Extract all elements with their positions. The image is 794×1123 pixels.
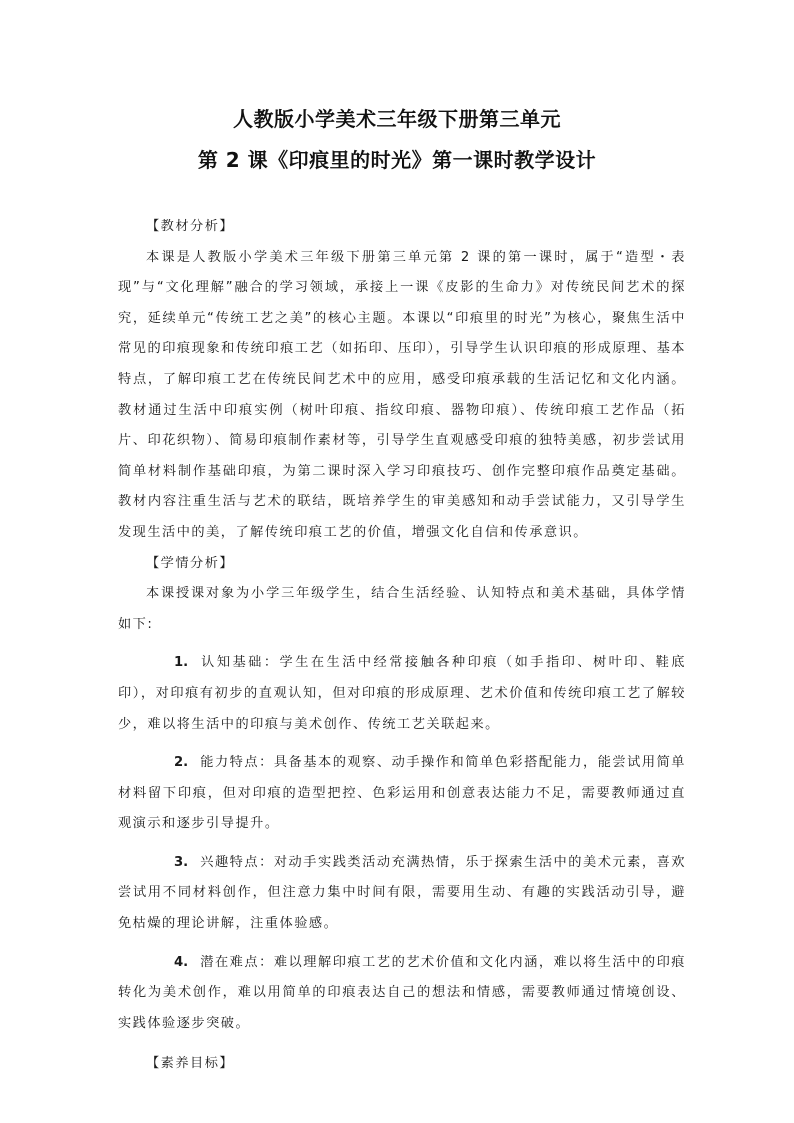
item-number: 2. [174,755,189,771]
item-text: 兴趣特点：对动手实践类活动充满热情，乐于探索生活中的美术元素，喜欢尝试用不同材料创作，但注意力集中时间有限，需要用生动、有趣的实践活动引导，避免枯燥的理论讲解，注重体验感。 [118,854,686,932]
item-number: 3. [174,854,189,870]
item-text: 能力特点：具备基本的观察、动手操作和简单色彩搭配能力，能尝试用简单材料留下印痕，但对印痕的造型把控、色彩运用和创意表达能力不足，需要教师通过直观演示和逐步引导提升。 [118,755,686,832]
document-body [118,212,686,1080]
student-analysis-item-1 [118,648,686,740]
document-title-line2: 第 2 课《印痕里的时光》第一课时教学设计 [197,148,597,172]
section-heading-student-analysis: 【学情分析】 [146,555,235,571]
document-title-line1: 人教版小学美术三年级下册第三单元 [233,107,561,131]
student-analysis-item-2 [118,748,686,840]
student-analysis-intro: 本课授课对象为小学三年级学生，结合生活经验、认知特点和美术基础，具体学情如下: [118,586,686,632]
student-analysis-item-3 [118,848,686,940]
student-analysis-item-4 [118,948,686,1040]
item-number: 1. [174,655,189,671]
section-heading-textbook-analysis: 【教材分析】 [146,219,235,234]
item-text: 潜在难点：难以理解印痕工艺的艺术价值和文化内涵，难以将生活中的印痕转化为美术创作，难以用简单的印痕表达自己的想法和情感，需要教师通过情境创设、实践体验逐步突破。 [118,954,686,1031]
textbook-analysis-paragraph: 本课是人教版小学美术三年级下册第三单元第 2 课的第一课时，属于“造型・表现”与“文化理解”融合的学习领域，承接上一课《皮影的生命力》对传统民间艺术的探究，延续单元“传统工艺之美”的核心主题。本课以“印痕里的时光”为核心，聚焦生活中常见的印痕现象和传统印痕工艺（如拓印、压印），引导学生认识印痕的形成原理、基本特点，了解印痕工艺在传统民间艺术中的应用，感受印痕承载的生活记忆和文化内涵。教材通过生活中印痕实例（树叶印痕、指纹印痕、器物印痕）、传统印痕工艺作品（拓片、印花织物）、简易印痕制作素材等，引导学生直观感受印痕的独特美感，初步尝试用简单材料制作基础印痕，为第二课时深入学习印痕技巧、创作完整印痕作品奠定基础。教材内容注重生活与艺术的联结，既培养学生的审美感知和动手尝试能力，又引导学生发现生活中的美，了解传统印痕工艺的价值，增强文化自信和传承意识。 [118,249,686,540]
item-number: 4. [174,954,189,970]
section-heading-literacy-goals: 【素养目标】 [146,1056,235,1072]
item-text: 认知基础：学生在生活中经常接触各种印痕（如手指印、树叶印、鞋底印），对印痕有初步的直观认知，但对印痕的形成原理、艺术价值和传统印痕工艺了解较少，难以将生活中的印痕与美术创作、传统工艺关联起来。 [118,655,686,732]
